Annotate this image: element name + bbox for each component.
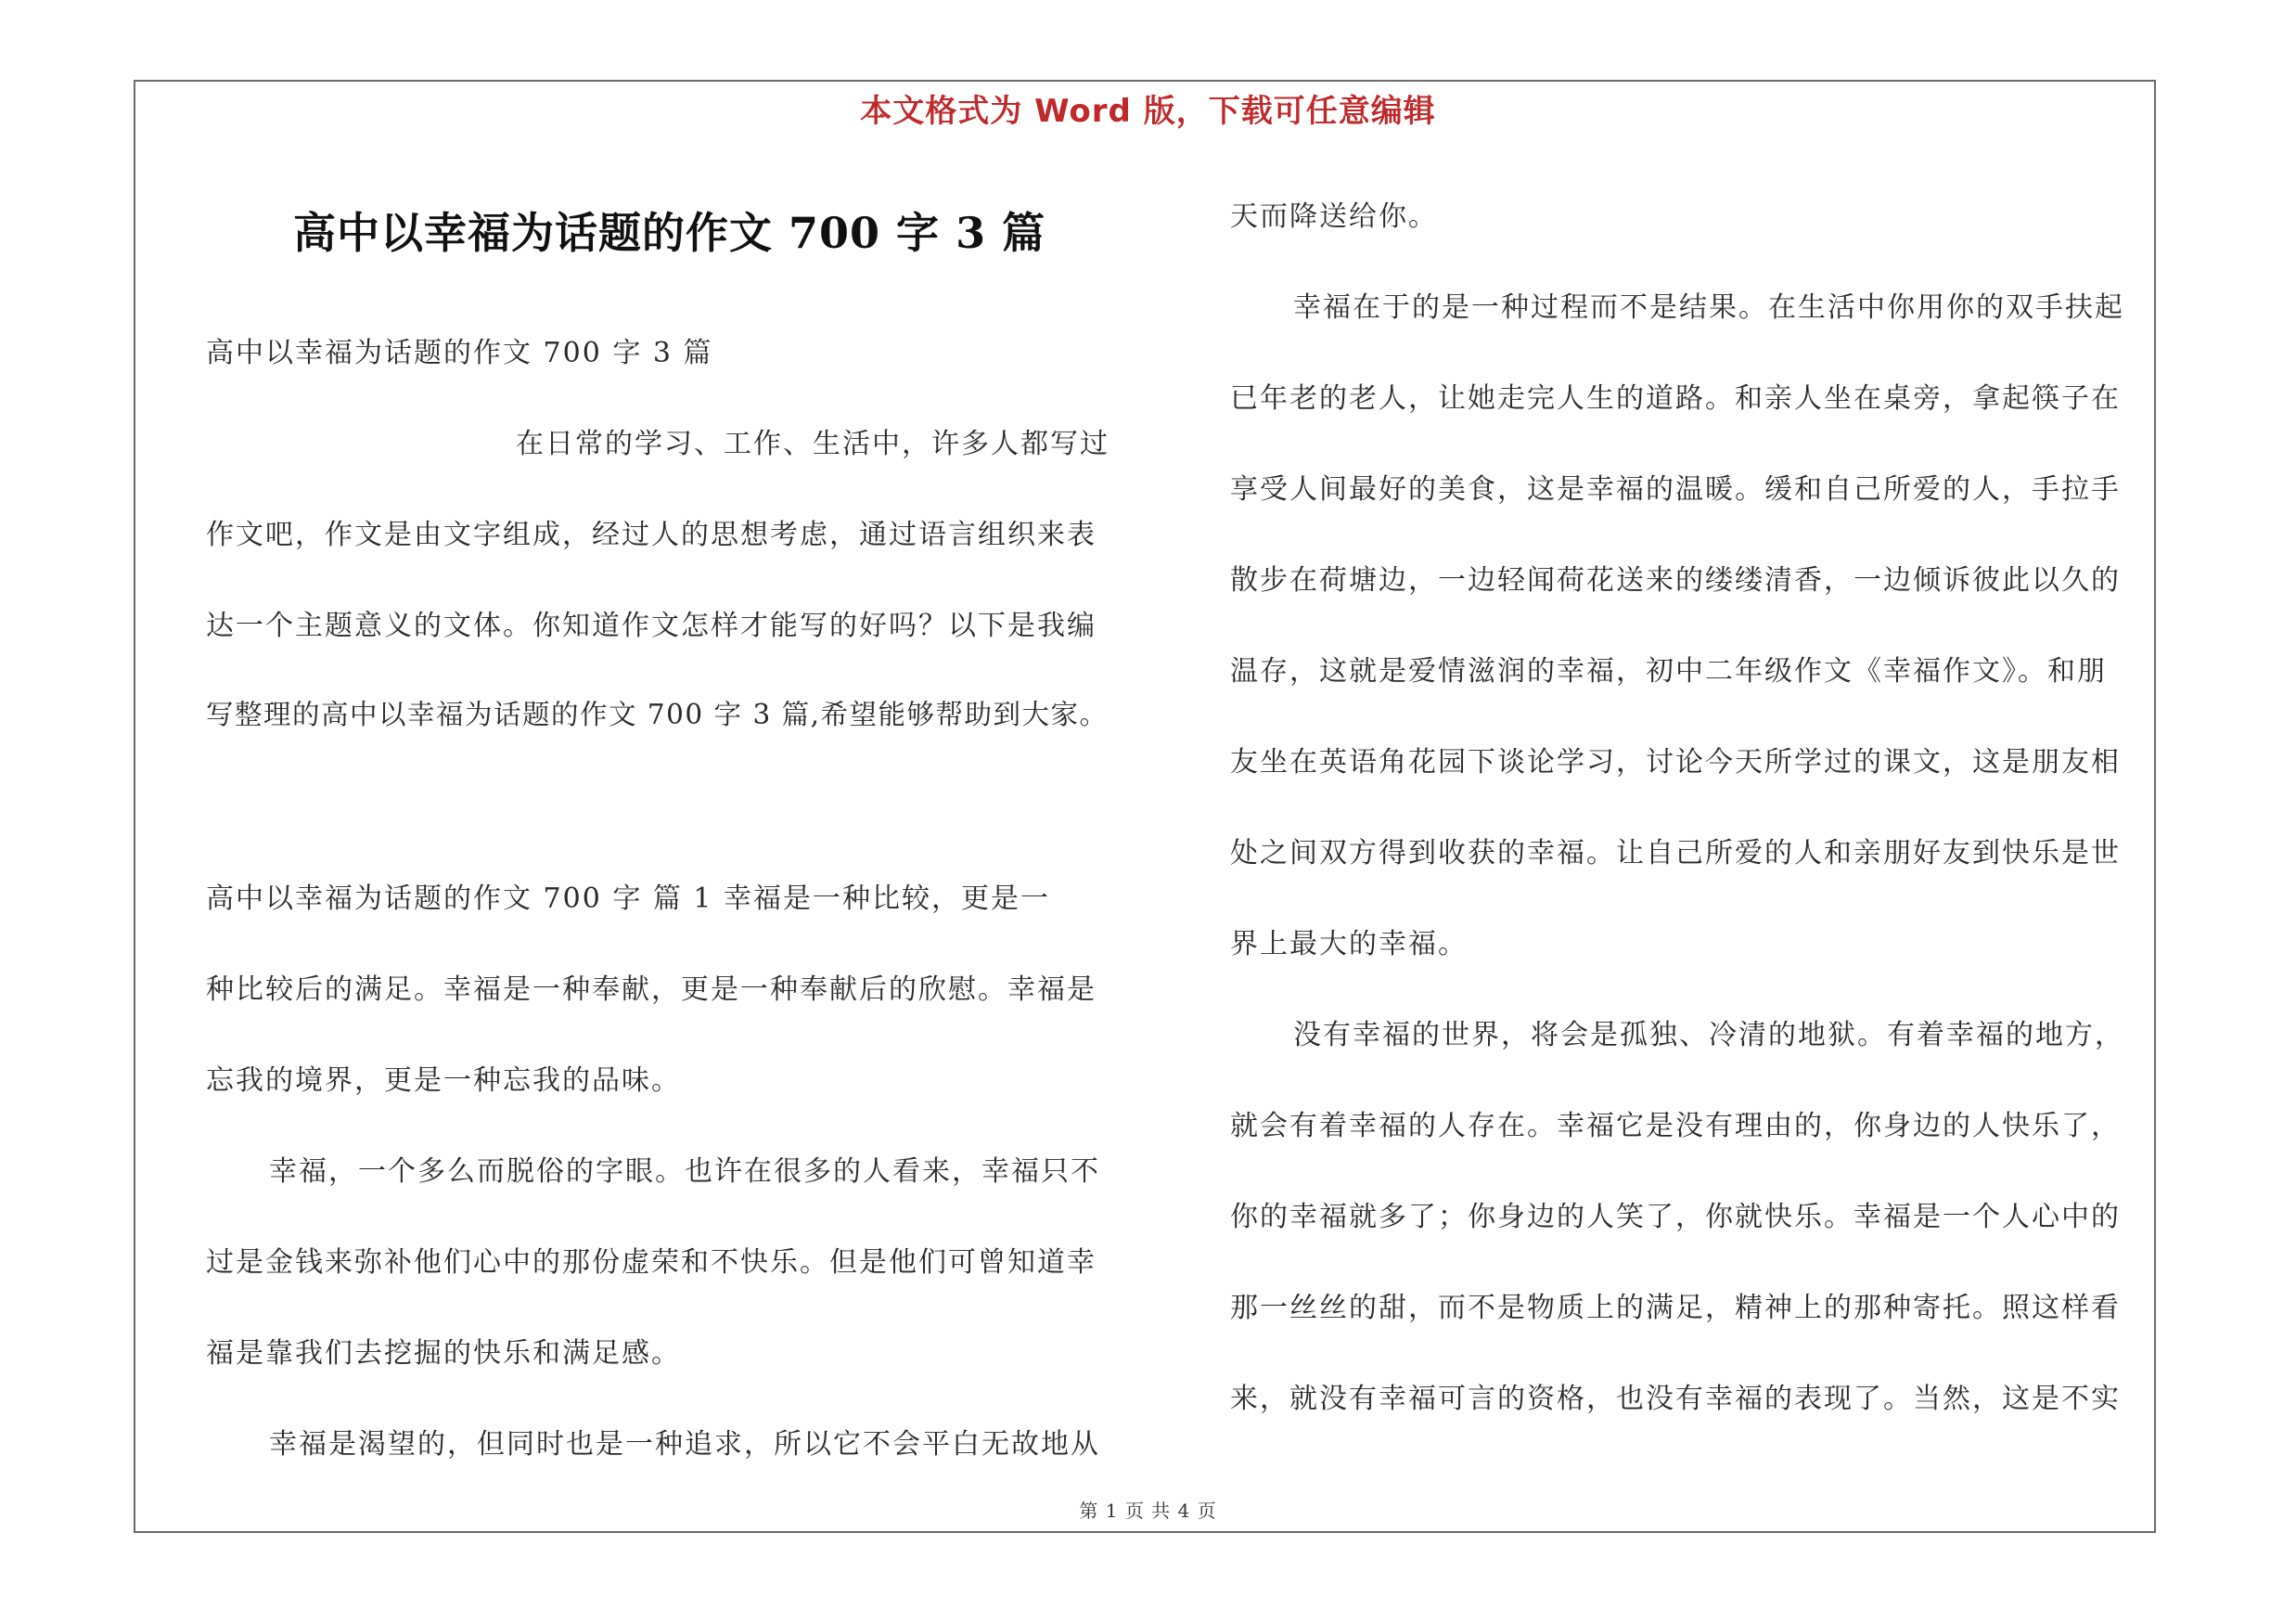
format-banner: 本文格式为 Word 版，下载可任意编辑 <box>860 93 1436 130</box>
left-line: 幸福，一个多么而脱俗的字眼。也许在很多的人看来，幸福只不 <box>269 1155 1100 1188</box>
left-line: 福是靠我们去挖掘的快乐和满足感。 <box>206 1337 681 1370</box>
page-footer: 第 1 页 共 4 页 <box>1079 1500 1217 1522</box>
left-line: 高中以幸福为话题的作文 700 字 篇 1 幸福是一种比较，更是一 <box>206 882 1051 915</box>
left-line: 在日常的学习、工作、生活中，许多人都写过 <box>516 428 1110 460</box>
right-line: 没有幸福的世界，将会是孤独、冷清的地狱。有着幸福的地方， <box>1293 1019 2124 1051</box>
right-line: 处之间双方得到收获的幸福。让自己所爱的人和亲朋好友到快乐是世 <box>1230 837 2121 869</box>
left-line: 种比较后的满足。幸福是一种奉献，更是一种奉献后的欣慰。幸福是 <box>206 973 1097 1006</box>
right-line: 享受人间最好的美食，这是幸福的温暖。缓和自己所爱的人，手拉手 <box>1230 473 2121 506</box>
right-line: 已年老的老人，让她走完人生的道路。和亲人坐在桌旁，拿起筷子在 <box>1230 382 2121 415</box>
right-line: 你的幸福就多了；你身边的人笑了，你就快乐。幸福是一个人心中的 <box>1230 1201 2121 1233</box>
right-line: 天而降送给你。 <box>1230 200 1438 233</box>
right-line: 就会有着幸福的人存在。幸福它是没有理由的，你身边的人快乐了， <box>1230 1110 2121 1142</box>
right-line: 来，就没有幸福可言的资格，也没有幸福的表现了。当然，这是不实 <box>1230 1383 2121 1415</box>
left-line: 忘我的境界，更是一种忘我的品味。 <box>206 1064 681 1097</box>
right-line: 散步在荷塘边，一边轻闻荷花送来的缕缕清香，一边倾诉彼此以久的 <box>1230 564 2121 597</box>
right-line: 那一丝丝的甜，而不是物质上的满足，精神上的那种寄托。照这样看 <box>1230 1292 2121 1324</box>
right-line: 界上最大的幸福。 <box>1230 928 1468 960</box>
left-line: 过是金钱来弥补他们心中的那份虚荣和不快乐。但是他们可曾知道幸 <box>206 1246 1097 1279</box>
right-line: 幸福在于的是一种过程而不是结果。在生活中你用你的双手扶起 <box>1293 291 2124 324</box>
left-line: 作文吧，作文是由文字组成，经过人的思想考虑，通过语言组织来表 <box>206 519 1097 551</box>
right-line: 友坐在英语角花园下谈论学习，讨论今天所学过的课文，这是朋友相 <box>1230 746 2121 779</box>
left-line: 写整理的高中以幸福为话题的作文 700 字 3 篇,希望能够帮助到大家。 <box>206 699 1109 730</box>
right-line: 温存，这就是爱情滋润的幸福，初中二年级作文《幸福作文》。和朋 <box>1230 655 2107 688</box>
left-line: 幸福是渴望的，但同时也是一种追求，所以它不会平白无故地从 <box>269 1428 1100 1461</box>
left-line: 高中以幸福为话题的作文 700 字 3 篇 <box>206 337 713 369</box>
left-line: 达一个主题意义的文体。你知道作文怎样才能写的好吗？以下是我编 <box>206 610 1097 642</box>
document-title: 高中以幸福为话题的作文 700 字 3 篇 <box>293 208 1046 258</box>
